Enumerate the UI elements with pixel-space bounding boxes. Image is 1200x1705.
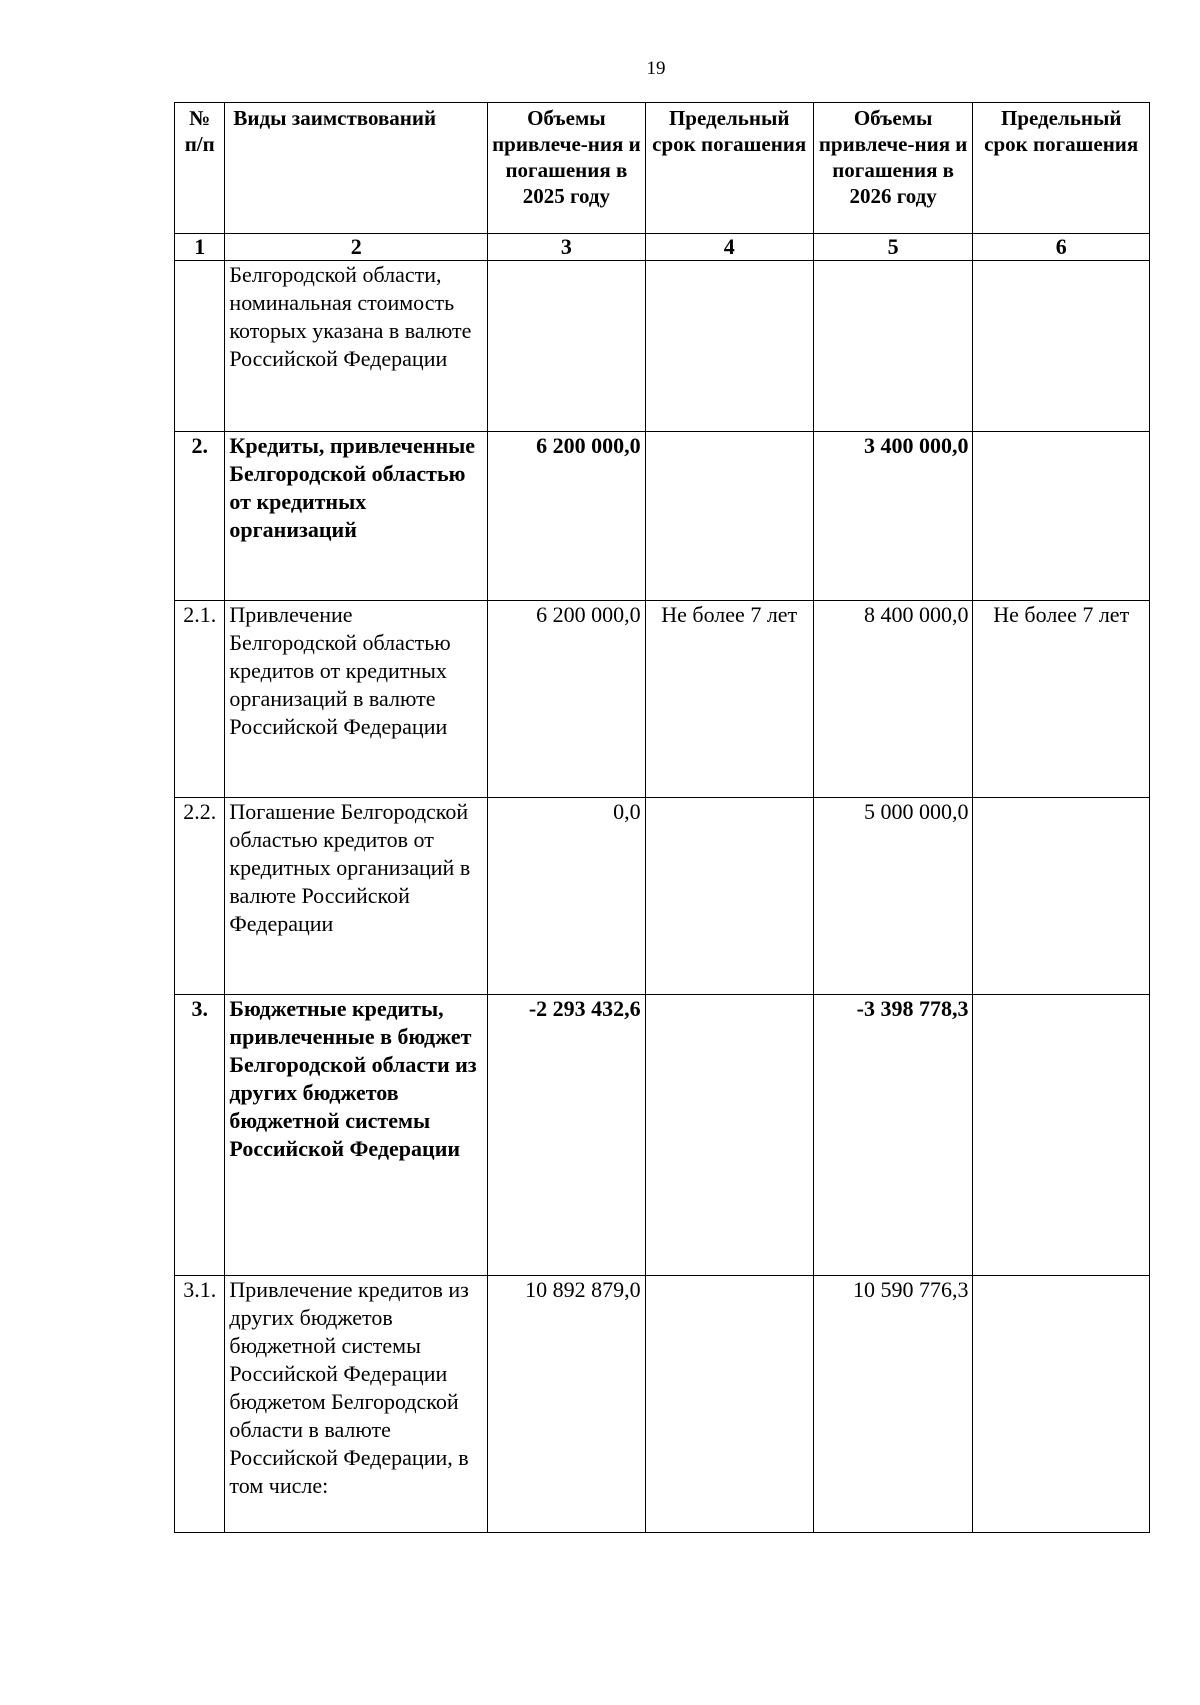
row-borrowing-type: Кредиты, привлеченные Белгородской областью от кредитных организаций — [225, 432, 488, 601]
column-index: 3 — [488, 234, 646, 261]
page-number: 19 — [646, 58, 666, 79]
header-term-2025: Предельный срок погашения — [645, 103, 813, 234]
row-volume-2025: 10 892 879,0 — [488, 1276, 646, 1533]
row-borrowing-type: Бюджетные кредиты, привлеченные в бюджет Белгородской области из других бюджетов бюджетной системы Российской Федерации — [225, 995, 488, 1276]
table-row — [175, 1276, 1150, 1533]
row-volume-2026: 3 400 000,0 — [813, 432, 973, 601]
row-number: 3.1. — [175, 1276, 225, 1533]
row-volume-2025: 0,0 — [488, 798, 646, 995]
row-term-2025: Не более 7 лет — [645, 601, 813, 798]
row-term-2026 — [973, 1276, 1150, 1533]
table-row — [175, 798, 1150, 995]
row-number — [175, 261, 225, 432]
row-number: 3. — [175, 995, 225, 1276]
row-volume-2026: 5 000 000,0 — [813, 798, 973, 995]
table-row — [175, 432, 1150, 601]
row-volume-2026: 8 400 000,0 — [813, 601, 973, 798]
header-term-2026: Предельный срок погашения — [973, 103, 1150, 234]
row-term-2025 — [645, 995, 813, 1276]
column-index: 1 — [175, 234, 225, 261]
table-row — [175, 601, 1150, 798]
row-borrowing-type: Привлечение Белгородской областью кредитов от кредитных организаций в валюте Российской Федерации — [225, 601, 488, 798]
row-term-2026 — [973, 995, 1150, 1276]
table-header-row — [175, 103, 1150, 234]
row-term-2026 — [973, 432, 1150, 601]
row-borrowing-type: Погашение Белгородской областью кредитов от кредитных организаций в валюте Российской Федерации — [225, 798, 488, 995]
column-index: 2 — [225, 234, 488, 261]
row-volume-2025: -2 293 432,6 — [488, 995, 646, 1276]
row-term-2026 — [973, 798, 1150, 995]
row-volume-2026 — [813, 261, 973, 432]
borrowings-table — [174, 102, 1150, 1533]
row-volume-2025: 6 200 000,0 — [488, 601, 646, 798]
row-term-2026: Не более 7 лет — [973, 601, 1150, 798]
row-term-2025 — [645, 798, 813, 995]
column-index: 5 — [813, 234, 973, 261]
row-borrowing-type: Белгородской области, номинальная стоимость которых указана в валюте Российской Федерации — [225, 261, 488, 432]
header-volume-2025: Объемы привлече-ния и погашения в 2025 году — [488, 103, 646, 234]
row-term-2025 — [645, 261, 813, 432]
row-volume-2025 — [488, 261, 646, 432]
row-term-2025 — [645, 1276, 813, 1533]
header-borrowing-type: Виды заимствований — [225, 103, 488, 234]
header-number: № п/п — [175, 103, 225, 234]
row-volume-2026: -3 398 778,3 — [813, 995, 973, 1276]
row-number: 2.2. — [175, 798, 225, 995]
row-borrowing-type: Привлечение кредитов из других бюджетов бюджетной системы Российской Федерации бюджетом Белгородской области в валюте Российской Федерации, в том числе: — [225, 1276, 488, 1533]
row-term-2026 — [973, 261, 1150, 432]
row-term-2025 — [645, 432, 813, 601]
table-row — [175, 995, 1150, 1276]
column-index-row — [175, 234, 1150, 261]
header-volume-2026: Объемы привлече-ния и погашения в 2026 году — [813, 103, 973, 234]
row-number: 2. — [175, 432, 225, 601]
row-volume-2026: 10 590 776,3 — [813, 1276, 973, 1533]
column-index: 6 — [973, 234, 1150, 261]
table-row — [175, 261, 1150, 432]
row-volume-2025: 6 200 000,0 — [488, 432, 646, 601]
row-number: 2.1. — [175, 601, 225, 798]
column-index: 4 — [645, 234, 813, 261]
